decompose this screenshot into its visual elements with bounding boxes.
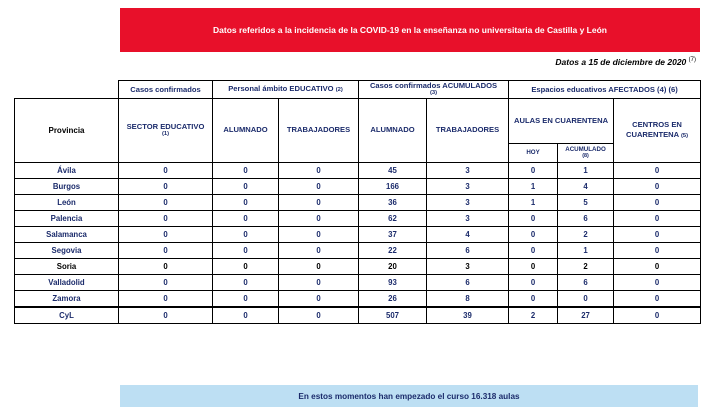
cell-sector-educativo: 0 xyxy=(119,274,213,290)
cell-trabajadores-confirmados: 0 xyxy=(279,194,359,210)
cell-trabajadores-acumulados: 39 xyxy=(427,307,509,324)
cell-alumnado-acumulados: 507 xyxy=(359,307,427,324)
cell-alumnado-acumulados: 36 xyxy=(359,194,427,210)
group-header-personal-educativo: Personal ámbito EDUCATIVO (2) xyxy=(213,81,359,99)
table-row xyxy=(15,194,701,210)
cell-provincia: León xyxy=(15,194,119,210)
column-header-aulas-cuarentena: AULAS EN CUARENTENA xyxy=(509,98,614,143)
cell-alumnado-confirmados: 0 xyxy=(213,258,279,274)
footer-text: En estos momentos han empezado el curso 16.318 aulas xyxy=(298,391,520,401)
cell-provincia: Ávila xyxy=(15,162,119,178)
cell-alumnado-confirmados: 0 xyxy=(213,290,279,307)
cell-sector-educativo: 0 xyxy=(119,194,213,210)
cell-trabajadores-acumulados: 4 xyxy=(427,226,509,242)
cell-trabajadores-acumulados: 3 xyxy=(427,194,509,210)
header-banner xyxy=(120,8,700,52)
cell-aulas-acumulado: 2 xyxy=(558,226,614,242)
cell-centros-cuarentena: 0 xyxy=(614,210,701,226)
table-row xyxy=(15,210,701,226)
cell-alumnado-confirmados: 0 xyxy=(213,242,279,258)
column-header-trabajadores-1: TRABAJADORES xyxy=(279,98,359,162)
column-header-alumnado-2: ALUMNADO xyxy=(359,98,427,162)
cell-alumnado-acumulados: 20 xyxy=(359,258,427,274)
table-row xyxy=(15,162,701,178)
cell-alumnado-confirmados: 0 xyxy=(213,178,279,194)
column-header-centros-cuarentena: CENTROS EN CUARENTENA (5) xyxy=(614,98,701,162)
cell-sector-educativo: 0 xyxy=(119,258,213,274)
cell-trabajadores-acumulados: 3 xyxy=(427,178,509,194)
cell-sector-educativo: 0 xyxy=(119,178,213,194)
cell-trabajadores-confirmados: 0 xyxy=(279,274,359,290)
cell-aulas-acumulado: 2 xyxy=(558,258,614,274)
cell-trabajadores-confirmados: 0 xyxy=(279,210,359,226)
report-date xyxy=(555,57,696,67)
cell-alumnado-acumulados: 166 xyxy=(359,178,427,194)
column-header-alumnado-1: ALUMNADO xyxy=(213,98,279,162)
cell-provincia: Valladolid xyxy=(15,274,119,290)
cell-centros-cuarentena: 0 xyxy=(614,274,701,290)
cell-alumnado-acumulados: 26 xyxy=(359,290,427,307)
cell-centros-cuarentena: 0 xyxy=(614,258,701,274)
cell-aulas-hoy: 1 xyxy=(509,194,558,210)
cell-centros-cuarentena: 0 xyxy=(614,178,701,194)
table-column-header-row xyxy=(15,98,701,143)
column-header-aulas-hoy: HOY xyxy=(509,143,558,162)
cell-aulas-hoy: 1 xyxy=(509,178,558,194)
cell-sector-educativo: 0 xyxy=(119,162,213,178)
cell-sector-educativo: 0 xyxy=(119,242,213,258)
report-date-text: Datos a 15 de diciembre de 2020 xyxy=(555,57,687,67)
column-header-aulas-acumulado: ACUMULADO (8) xyxy=(558,143,614,162)
cell-aulas-acumulado: 4 xyxy=(558,178,614,194)
cell-alumnado-acumulados: 93 xyxy=(359,274,427,290)
cell-aulas-hoy: 0 xyxy=(509,242,558,258)
cell-aulas-acumulado: 1 xyxy=(558,242,614,258)
cell-centros-cuarentena: 0 xyxy=(614,290,701,307)
table-row xyxy=(15,258,701,274)
cell-trabajadores-acumulados: 3 xyxy=(427,162,509,178)
cell-aulas-hoy: 0 xyxy=(509,226,558,242)
cell-alumnado-acumulados: 45 xyxy=(359,162,427,178)
cell-aulas-acumulado: 1 xyxy=(558,162,614,178)
group-header-casos-confirmados: Casos confirmados xyxy=(119,81,213,99)
cell-alumnado-confirmados: 0 xyxy=(213,274,279,290)
cell-aulas-acumulado: 6 xyxy=(558,210,614,226)
cell-provincia: Soria xyxy=(15,258,119,274)
cell-aulas-acumulado: 27 xyxy=(558,307,614,324)
cell-alumnado-confirmados: 0 xyxy=(213,226,279,242)
cell-trabajadores-acumulados: 8 xyxy=(427,290,509,307)
cell-centros-cuarentena: 0 xyxy=(614,226,701,242)
cell-aulas-acumulado: 6 xyxy=(558,274,614,290)
cell-alumnado-acumulados: 22 xyxy=(359,242,427,258)
cell-centros-cuarentena: 0 xyxy=(614,242,701,258)
cell-aulas-acumulado: 5 xyxy=(558,194,614,210)
cell-sector-educativo: 0 xyxy=(119,210,213,226)
cell-alumnado-confirmados: 0 xyxy=(213,162,279,178)
cell-trabajadores-confirmados: 0 xyxy=(279,307,359,324)
blank-corner-cell xyxy=(15,81,119,99)
report-date-note: (7) xyxy=(688,57,696,64)
group-header-espacios-afectados: Espacios educativos AFECTADOS (4) (6) xyxy=(509,81,701,99)
cell-centros-cuarentena: 0 xyxy=(614,194,701,210)
table-row xyxy=(15,178,701,194)
covid-incidence-table xyxy=(14,80,701,324)
cell-aulas-hoy: 0 xyxy=(509,258,558,274)
cell-aulas-hoy: 0 xyxy=(509,274,558,290)
table-row xyxy=(15,307,701,324)
cell-trabajadores-acumulados: 6 xyxy=(427,242,509,258)
cell-centros-cuarentena: 0 xyxy=(614,307,701,324)
table-row xyxy=(15,290,701,307)
cell-provincia: Segovia xyxy=(15,242,119,258)
table-group-header-row xyxy=(15,81,701,99)
column-header-provincia: Provincia xyxy=(15,98,119,162)
footer-banner xyxy=(120,385,698,407)
table-row xyxy=(15,226,701,242)
cell-aulas-hoy: 0 xyxy=(509,210,558,226)
data-table-container xyxy=(14,80,700,324)
cell-sector-educativo: 0 xyxy=(119,226,213,242)
cell-provincia: Palencia xyxy=(15,210,119,226)
cell-sector-educativo: 0 xyxy=(119,290,213,307)
cell-provincia: Salamanca xyxy=(15,226,119,242)
group-header-casos-acumulados: Casos confirmados ACUMULADOS (3) xyxy=(359,81,509,99)
cell-provincia: Zamora xyxy=(15,290,119,307)
cell-trabajadores-confirmados: 0 xyxy=(279,290,359,307)
column-header-sector-educativo: SECTOR EDUCATIVO (1) xyxy=(119,98,213,162)
cell-sector-educativo: 0 xyxy=(119,307,213,324)
cell-alumnado-acumulados: 62 xyxy=(359,210,427,226)
cell-trabajadores-acumulados: 6 xyxy=(427,274,509,290)
cell-centros-cuarentena: 0 xyxy=(614,162,701,178)
cell-alumnado-confirmados: 0 xyxy=(213,194,279,210)
cell-alumnado-acumulados: 37 xyxy=(359,226,427,242)
cell-aulas-hoy: 0 xyxy=(509,162,558,178)
cell-trabajadores-acumulados: 3 xyxy=(427,210,509,226)
cell-aulas-hoy: 2 xyxy=(509,307,558,324)
cell-aulas-acumulado: 0 xyxy=(558,290,614,307)
cell-aulas-hoy: 0 xyxy=(509,290,558,307)
cell-trabajadores-confirmados: 0 xyxy=(279,178,359,194)
cell-trabajadores-confirmados: 0 xyxy=(279,242,359,258)
cell-provincia: CyL xyxy=(15,307,119,324)
cell-alumnado-confirmados: 0 xyxy=(213,210,279,226)
table-row xyxy=(15,242,701,258)
cell-trabajadores-confirmados: 0 xyxy=(279,258,359,274)
cell-trabajadores-confirmados: 0 xyxy=(279,226,359,242)
banner-title: Datos referidos a la incidencia de la COVID-19 en la enseñanza no universitaria de Castilla y León xyxy=(213,24,607,35)
cell-provincia: Burgos xyxy=(15,178,119,194)
cell-alumnado-confirmados: 0 xyxy=(213,307,279,324)
table-row xyxy=(15,274,701,290)
cell-trabajadores-acumulados: 3 xyxy=(427,258,509,274)
cell-trabajadores-confirmados: 0 xyxy=(279,162,359,178)
column-header-trabajadores-2: TRABAJADORES xyxy=(427,98,509,162)
